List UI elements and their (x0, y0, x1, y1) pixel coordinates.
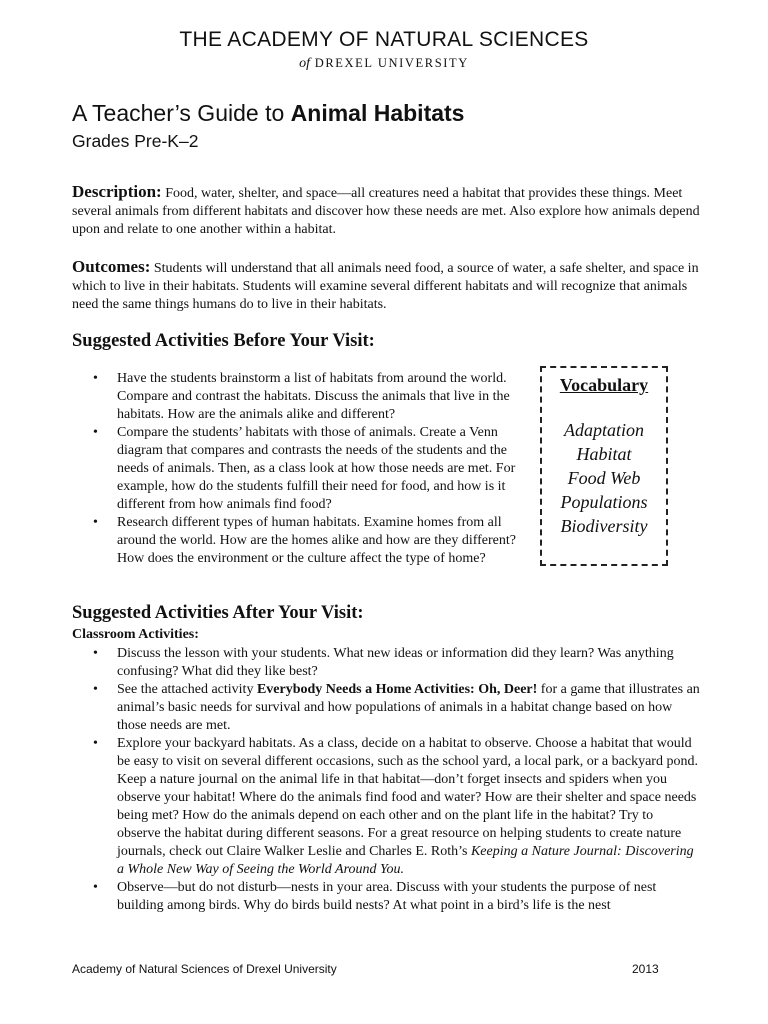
classroom-activities-heading: Classroom Activities: (72, 627, 199, 642)
org-subtitle-university: DREXEL UNIVERSITY (314, 56, 469, 70)
list-item: • Research different types of human habitats. Examine homes from all around the world. How are the homes alike and how are they different? How does the environment or the culture affect the type of home? (72, 514, 527, 568)
vocabulary-title: Vocabulary (559, 375, 649, 395)
vocabulary-word: Food Web (567, 468, 641, 488)
list-item-text: for a game that illustrates an animal’s basic needs for survival and how populations of animals in a habitat change based on how those needs are met. (117, 682, 700, 733)
list-item: • Have the students brainstorm a list of habitats from around the world. Compare and contrast the habitats. Discuss the animals that live in the habitats. How are the animals alike and different? (72, 370, 527, 424)
vocabulary-words (542, 418, 666, 538)
description-text: Food, water, shelter, and space—all creatures need a habitat that provides these things. Meet several animals from different habitats and discover how these needs are met. Also explore how animals depend upon and relate to one another within a habitat. (72, 186, 700, 237)
before-visit-list (72, 370, 527, 568)
vocabulary-word: Adaptation (564, 420, 644, 440)
grades-subtitle: Grades Pre-K–2 (72, 131, 199, 151)
activity-title: Everybody Needs a Home Activities: Oh, Deer! (256, 682, 538, 697)
list-item: • Compare the students’ habitats with those of animals. Create a Venn diagram that compares and contrasts the needs of the students and the needs of animals. Then, as a class look at how those needs are met. For example, how do the students fulfill their need for food, and how is it different from how animals find food? (72, 424, 527, 514)
list-item (72, 735, 700, 879)
page-title-prefix: A Teacher’s Guide to (72, 100, 291, 126)
list-item-text: See the attached activity (117, 682, 257, 697)
vocabulary-word: Habitat (576, 444, 632, 464)
vocabulary-box (540, 366, 668, 566)
footer-year: 2013 (632, 962, 659, 976)
page-title-bold: Animal Habitats (290, 100, 465, 126)
list-item: • Observe—but do not disturb—nests in your area. Discuss with your students the purpose of nest building among birds. Why do birds build nests? At what point in a bird’s life is the nest (72, 879, 700, 915)
after-visit-list (72, 645, 700, 915)
outcomes-paragraph (72, 258, 700, 314)
outcomes-text: Students will understand that all animals need food, a source of water, a safe shelter, and space in which to live in their habitats. Students will examine several different habitats and will recognize that animals need the same things humans do to live in their habitats. (72, 261, 699, 312)
vocabulary-word: Biodiversity (560, 516, 648, 536)
before-visit-heading: Suggested Activities Before Your Visit: (72, 331, 375, 351)
page-title (72, 100, 464, 127)
vocabulary-word: Populations (560, 492, 648, 512)
org-name: THE ACADEMY OF NATURAL SCIENCES (179, 28, 589, 51)
list-item: • Discuss the lesson with your students. What new ideas or information did they learn? Was anything confusing? What did they like best? (72, 645, 700, 681)
description-paragraph (72, 183, 700, 239)
footer-organization: Academy of Natural Sciences of Drexel University (72, 962, 337, 976)
list-item-text: Explore your backyard habitats. As a class, decide on a habitat to observe. Choose a habitat that would be easy to visit on several different occasions, such as the school yard, a local park, or a backyard pond. Keep a nature journal on the animal life in that habitat—don’t forget insects and spiders when you observe your habitat! Where do the animals find food and water? How are their shelter and space needs being met? How do the animals depend on each other and on the plant life in the habitat? Try to observe the habitat during different seasons. For a great resource on helping students to create nature journals, check out Claire Walker Leslie and Charles E. Roth’s (117, 736, 698, 859)
org-subtitle-of: of (299, 56, 310, 71)
outcomes-label: Outcomes: (72, 257, 151, 276)
book-title: Keeping a Nature Journal: Discovering a Whole New Way of Seeing the World Around You. (117, 844, 694, 877)
list-item (72, 681, 700, 735)
description-label: Description: (72, 182, 162, 201)
after-visit-heading: Suggested Activities After Your Visit: (72, 603, 364, 623)
org-subtitle (0, 56, 768, 72)
